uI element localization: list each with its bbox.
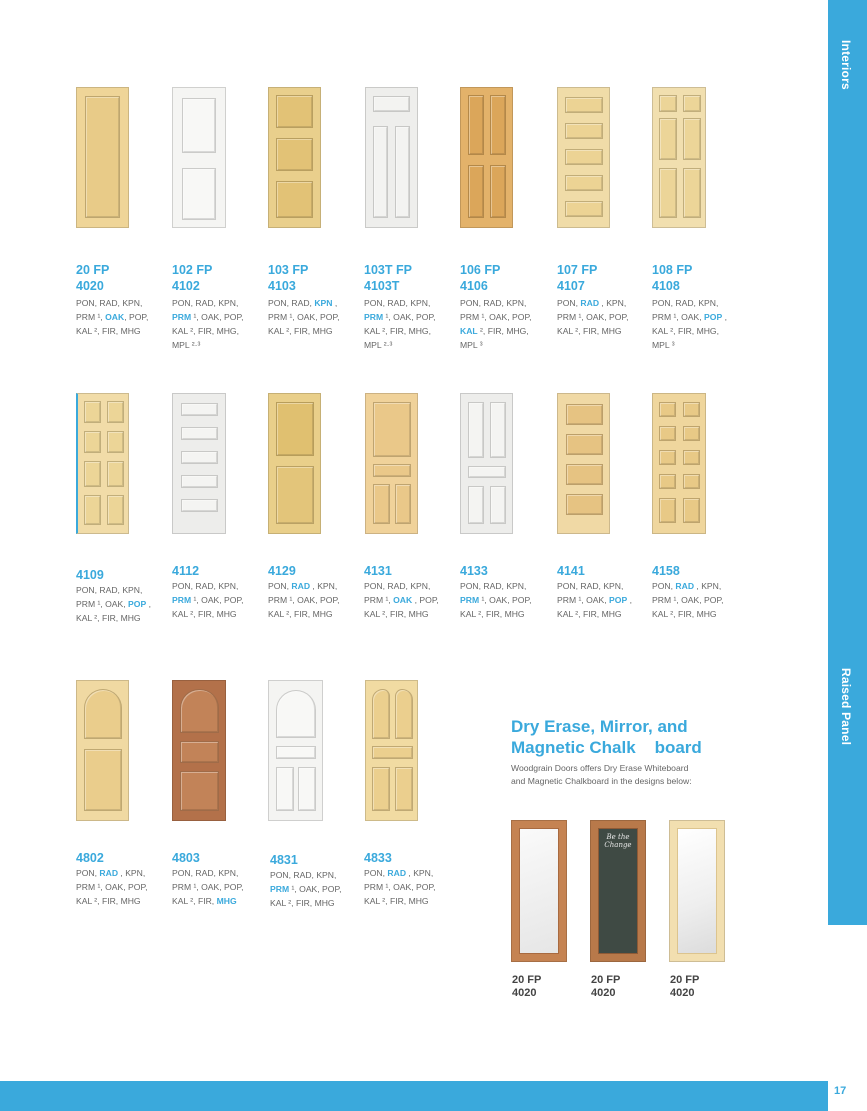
door-code-fp: 103T FP [364, 263, 412, 277]
door-image-4129 [268, 393, 321, 534]
species-line [172, 338, 267, 352]
species-text: KAL ², FIR, MHG [364, 609, 429, 619]
door-image-4803 [172, 680, 226, 821]
species-text: KAL ², FIR, MHG, [652, 326, 720, 336]
species-list [652, 296, 747, 352]
door-image-4802 [76, 680, 129, 821]
species-text: PON, RAD, KPN, [364, 581, 431, 591]
door-code: 4133 [460, 564, 488, 578]
species-text: , KPN, [406, 868, 434, 878]
highlighted-species: PRM [172, 312, 192, 322]
species-line [557, 324, 652, 338]
species-text: PON, RAD, KPN, [76, 585, 143, 595]
species-list [364, 579, 459, 621]
species-line [460, 579, 555, 593]
species-list [268, 579, 363, 621]
species-text: KAL ², FIR, MHG [652, 609, 717, 619]
highlighted-species: RAD [387, 868, 407, 878]
door-code-fp: 20 FP [512, 974, 542, 986]
species-text: PON, RAD, KPN, [172, 581, 239, 591]
species-line [268, 593, 363, 607]
species-text: , KPN, [694, 581, 722, 591]
species-line [557, 593, 652, 607]
species-text: KAL ², FIR, MHG [268, 609, 333, 619]
species-text: PRM ¹, OAK, POP, [460, 312, 532, 322]
promo-title [511, 716, 781, 758]
highlighted-species: RAD [291, 581, 311, 591]
species-list [172, 866, 267, 908]
highlighted-species: POP [128, 599, 147, 609]
species-text: PON, RAD, KPN, [460, 298, 527, 308]
species-line [460, 593, 555, 607]
species-line [76, 866, 171, 880]
highlighted-species: RAD [580, 298, 600, 308]
species-line [460, 338, 555, 352]
species-line [172, 310, 267, 324]
species-line [172, 296, 267, 310]
species-text: PON, [652, 581, 676, 591]
species-text: KAL ², FIR, MHG [76, 896, 141, 906]
species-line [270, 896, 365, 910]
species-line [364, 338, 459, 352]
side-tab-label-raised-panel: Raised Panel [839, 668, 853, 746]
promo-subtitle [511, 762, 741, 788]
door-code: 4108 [652, 279, 680, 293]
species-text: PON, RAD, KPN, [172, 868, 239, 878]
species-text: , KPN, [599, 298, 627, 308]
door-code-fp: 20 FP [591, 974, 621, 986]
door-code: 4112 [172, 564, 200, 578]
species-text: PRM ¹, OAK, [76, 599, 129, 609]
door-image-4107 [557, 87, 610, 228]
species-text: PRM ¹, OAK, POP, [364, 882, 436, 892]
species-line [172, 894, 267, 908]
species-line [557, 310, 652, 324]
species-line [268, 296, 363, 310]
door-image-4158 [652, 393, 706, 534]
page-number: 17 [834, 1085, 847, 1097]
species-line [557, 579, 652, 593]
highlighted-species: KAL [460, 326, 478, 336]
species-list [270, 868, 365, 910]
door-code: 4833 [364, 851, 392, 865]
species-line [364, 310, 459, 324]
species-line [460, 607, 555, 621]
door-image-4831 [268, 680, 323, 821]
species-text: , [627, 595, 632, 605]
chalkboard-text: Be the Change [604, 833, 632, 849]
species-text: KAL ², FIR, MHG [460, 609, 525, 619]
door-code: 4802 [76, 851, 104, 865]
species-text: KAL ², FIR, MHG [268, 326, 333, 336]
species-line [172, 324, 267, 338]
highlighted-species: PRM [172, 595, 192, 605]
species-text: , [332, 298, 338, 308]
species-text: PON, RAD, [268, 298, 315, 308]
highlighted-species: OAK [393, 595, 413, 605]
species-line [364, 593, 459, 607]
species-text: PRM ¹, OAK, POP, [268, 312, 340, 322]
species-list [76, 296, 171, 338]
species-line [652, 593, 747, 607]
highlighted-species: PRM [364, 312, 384, 322]
species-text: ¹, OAK, POP, [191, 312, 244, 322]
species-text: ¹, OAK, POP, [191, 595, 244, 605]
species-text: PON, [557, 298, 581, 308]
species-text: PRM ¹, [364, 595, 394, 605]
door-code-fp: 20 FP [76, 263, 110, 277]
species-text: PON, RAD, KPN, [270, 870, 337, 880]
door-code: 4831 [270, 853, 298, 867]
species-line [364, 894, 459, 908]
door-code: 4158 [652, 564, 680, 578]
highlighted-species: POP [704, 312, 723, 322]
species-text: , [722, 312, 727, 322]
species-text: PRM ¹, OAK, POP, [76, 882, 148, 892]
species-list [76, 583, 171, 625]
highlighted-species: POP [609, 595, 628, 605]
door-code-fp: 20 FP [670, 974, 700, 986]
species-text: KAL ², FIR, MHG [172, 609, 237, 619]
species-text: , POP, [124, 312, 149, 322]
species-line [460, 296, 555, 310]
door-image-4020 [76, 87, 129, 228]
door-image-4106 [460, 87, 513, 228]
species-list [652, 579, 747, 621]
species-line [460, 310, 555, 324]
species-line [76, 597, 171, 611]
species-text: KAL ², FIR, MHG [270, 898, 335, 908]
species-line [268, 607, 363, 621]
door-code: 4107 [557, 279, 585, 293]
promo-title-line: Dry Erase, Mirror, and [511, 717, 688, 736]
species-text: KAL ², FIR, MHG [557, 609, 622, 619]
species-list [557, 296, 652, 338]
species-text: PON, RAD, KPN, [557, 581, 624, 591]
species-line [76, 894, 171, 908]
highlighted-species: RAD [675, 581, 695, 591]
species-list [557, 579, 652, 621]
promo-subtitle-line: and Magnetic Chalkboard in the designs below: [511, 776, 692, 786]
species-text: MPL ²·³ [172, 340, 201, 350]
door-code: 4131 [364, 564, 392, 578]
species-text: MPL ³ [652, 340, 675, 350]
species-text: KAL ², FIR, MHG, [364, 326, 432, 336]
species-text: KAL ², FIR, MHG [557, 326, 622, 336]
species-line [76, 880, 171, 894]
door-code: 4102 [172, 279, 200, 293]
species-text: , KPN, [310, 581, 338, 591]
species-line [76, 583, 171, 597]
species-text: KAL ², FIR, MHG [364, 896, 429, 906]
species-text: PRM ¹, OAK, [557, 595, 610, 605]
species-line [652, 324, 747, 338]
species-line [268, 324, 363, 338]
promo-title-line: Magnetic Chalk board [511, 738, 702, 757]
species-line [364, 579, 459, 593]
species-line [460, 324, 555, 338]
species-text: MPL ³ [460, 340, 483, 350]
door-code-fp: 107 FP [557, 263, 598, 277]
door-code: 4020 [591, 987, 616, 999]
species-text: PRM ¹, OAK, [652, 312, 705, 322]
species-list [172, 296, 267, 352]
door-image-4103 [268, 87, 321, 228]
door-image-dry-erase [511, 820, 567, 962]
species-list [268, 296, 363, 338]
highlighted-species: MHG [216, 896, 237, 906]
species-text: KAL ², FIR, MHG [76, 326, 141, 336]
species-text: ¹, OAK, POP, [289, 884, 342, 894]
species-line [270, 882, 365, 896]
highlighted-species: PRM [270, 884, 290, 894]
side-tab [828, 0, 867, 925]
species-list [460, 579, 555, 621]
species-line [172, 593, 267, 607]
species-text: PRM ¹, OAK, POP, [268, 595, 340, 605]
species-text: MPL ²·³ [364, 340, 393, 350]
species-text: , [146, 599, 151, 609]
species-line [76, 324, 171, 338]
highlighted-species: KPN [314, 298, 333, 308]
door-image-chalkboard [590, 820, 646, 962]
species-line [652, 579, 747, 593]
species-line [270, 868, 365, 882]
species-line [172, 579, 267, 593]
door-image-4102 [172, 87, 226, 228]
species-line [557, 607, 652, 621]
door-code-fp: 108 FP [652, 263, 693, 277]
door-code: 4129 [268, 564, 296, 578]
door-image-4133 [460, 393, 513, 534]
species-text: KAL ², FIR, MHG [76, 613, 141, 623]
door-code: 4803 [172, 851, 200, 865]
species-text: ¹, OAK, POP, [479, 595, 532, 605]
species-line [172, 880, 267, 894]
species-list [76, 866, 171, 908]
species-line [76, 296, 171, 310]
species-line [364, 866, 459, 880]
door-code: 4109 [76, 568, 104, 582]
species-text: PRM ¹, OAK, POP, [557, 312, 629, 322]
door-image-4833 [365, 680, 418, 821]
species-line [172, 866, 267, 880]
highlighted-species: PRM [460, 595, 480, 605]
door-image-4103t [365, 87, 418, 228]
door-code-fp: 102 FP [172, 263, 213, 277]
door-image-4112 [172, 393, 226, 534]
species-line [76, 611, 171, 625]
door-code-fp: 106 FP [460, 263, 501, 277]
species-line [557, 296, 652, 310]
species-text: PON, [364, 868, 388, 878]
door-code: 4020 [512, 987, 537, 999]
species-text: ¹, OAK, POP, [383, 312, 436, 322]
species-text: , POP, [412, 595, 439, 605]
species-list [364, 866, 459, 908]
door-code: 4141 [557, 564, 585, 578]
door-image-4131 [365, 393, 418, 534]
footer-bar [0, 1081, 828, 1111]
species-line [652, 296, 747, 310]
door-code: 4103T [364, 279, 400, 293]
species-list [172, 579, 267, 621]
species-text: PON, RAD, KPN, [652, 298, 719, 308]
species-line [268, 310, 363, 324]
species-list [364, 296, 459, 352]
species-line [652, 338, 747, 352]
species-line [364, 324, 459, 338]
species-line [652, 310, 747, 324]
door-code-fp: 103 FP [268, 263, 309, 277]
species-line [76, 310, 171, 324]
door-image-4141 [557, 393, 610, 534]
door-image-4108 [652, 87, 706, 228]
species-list [460, 296, 555, 352]
species-text: KAL ², FIR, [172, 896, 217, 906]
species-line [364, 880, 459, 894]
species-line [172, 607, 267, 621]
highlighted-species: OAK [105, 312, 125, 322]
promo-subtitle-line: Woodgrain Doors offers Dry Erase Whiteboard [511, 763, 689, 773]
species-text: PON, RAD, KPN, [172, 298, 239, 308]
species-text: PON, [76, 868, 100, 878]
species-text: PRM ¹, OAK, POP, [652, 595, 724, 605]
species-text: PON, RAD, KPN, [460, 581, 527, 591]
species-line [652, 607, 747, 621]
side-tab-label-interiors: Interiors [839, 40, 853, 90]
species-text: PRM ¹, OAK, POP, [172, 882, 244, 892]
highlighted-species: RAD [99, 868, 119, 878]
door-image-mirror [669, 820, 725, 962]
species-line [268, 579, 363, 593]
door-code: 4020 [670, 987, 695, 999]
species-text: PON, RAD, KPN, [76, 298, 143, 308]
species-text: ², FIR, MHG, [477, 326, 529, 336]
species-line [364, 296, 459, 310]
species-text: KAL ², FIR, MHG, [172, 326, 240, 336]
species-text: PON, RAD, KPN, [364, 298, 431, 308]
species-line [364, 607, 459, 621]
species-text: , KPN, [118, 868, 146, 878]
species-text: PON, [268, 581, 292, 591]
door-code: 4106 [460, 279, 488, 293]
door-code: 4103 [268, 279, 296, 293]
door-code: 4020 [76, 279, 104, 293]
species-text: PRM ¹, [76, 312, 106, 322]
door-image-4109 [76, 393, 129, 534]
